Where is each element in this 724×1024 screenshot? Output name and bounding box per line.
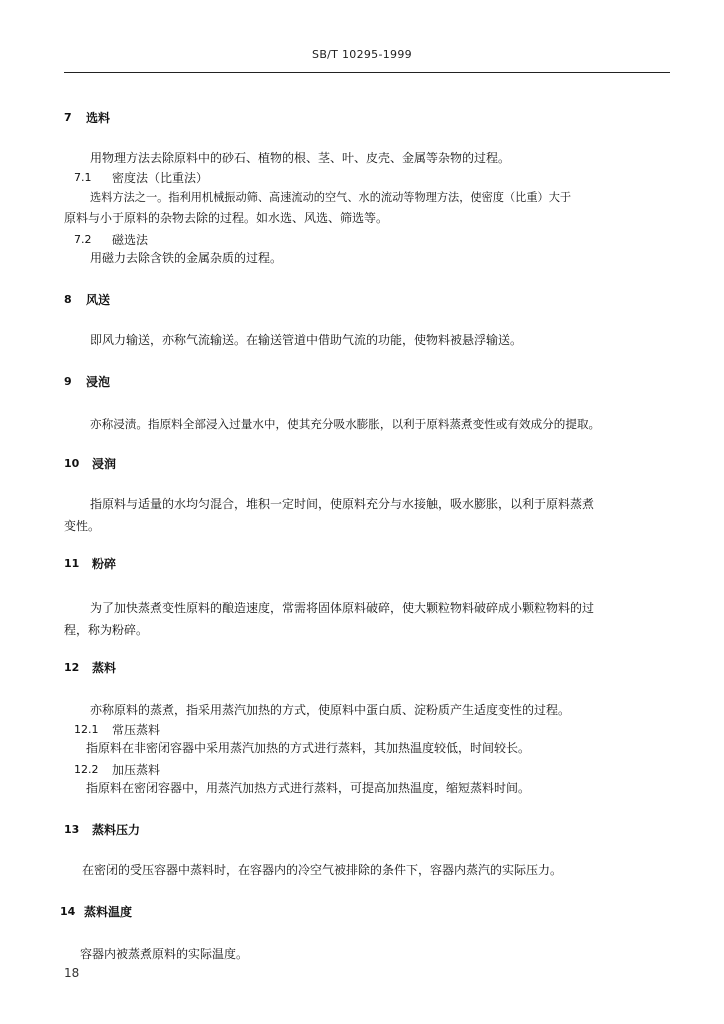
subsection-title: 加压蒸料 [112,763,161,777]
section-title: 蒸料温度 [84,905,133,919]
subsection-number: 7.2 [74,233,92,246]
paragraph: 原料与小于原料的杂物去除的过程。如水选、风选、筛选等。 [64,211,389,225]
paragraph: 亦称浸渍。指原料全部浸入过量水中，使其充分吸水膨胀，以利于原料蒸煮变性或有效成分的提取。 [90,417,601,431]
standard-code: SB/T 10295-1999 [312,48,412,61]
paragraph: 程，称为粉碎。 [64,623,149,637]
paragraph: 指原料与适量的水均匀混合，堆积一定时间，使原料充分与水接触，吸水膨胀，以利于原料蒸煮 [90,497,595,511]
section-number: 7 [64,111,72,124]
section-title: 选料 [86,111,111,125]
section-title: 蒸料 [92,661,117,675]
paragraph: 容器内被蒸煮原料的实际温度。 [80,947,249,961]
section-number: 10 [64,457,80,470]
section-title: 风送 [86,293,111,307]
header-rule [64,72,670,73]
section-title: 蒸料压力 [92,823,141,837]
section-number: 9 [64,375,72,388]
section-number: 8 [64,293,72,306]
page-number: 18 [64,966,80,980]
subsection-title: 密度法（比重法） [112,171,209,185]
paragraph: 选料方法之一。指利用机械振动筛、高速流动的空气、水的流动等物理方法，使密度（比重）大于 [90,191,572,204]
paragraph: 为了加快蒸煮变性原料的酿造速度，常需将固体原料破碎，使大颗粒物料破碎成小颗粒物料的过 [90,601,595,615]
section-number: 14 [60,905,76,918]
section-title: 浸润 [92,457,117,471]
paragraph: 变性。 [64,519,101,533]
subsection-title: 常压蒸料 [112,723,161,737]
subsection-number: 12.1 [74,723,99,736]
subsection-title: 磁选法 [112,233,149,247]
section-number: 12 [64,661,80,674]
paragraph: 即风力输送，亦称气流输送。在输送管道中借助气流的功能，使物料被悬浮输送。 [90,333,523,347]
paragraph: 在密闭的受压容器中蒸料时，在容器内的冷空气被排除的条件下，容器内蒸汽的实际压力。 [82,863,563,877]
section-number: 13 [64,823,80,836]
section-title: 粉碎 [92,557,117,571]
subsection-number: 12.2 [74,763,99,776]
paragraph: 指原料在密闭容器中，用蒸汽加热方式进行蒸料，可提高加热温度，缩短蒸料时间。 [86,781,531,795]
section-title: 浸泡 [86,375,111,389]
paragraph: 指原料在非密闭容器中采用蒸汽加热的方式进行蒸料，其加热温度较低，时间较长。 [86,741,531,755]
subsection-number: 7.1 [74,171,92,184]
section-number: 11 [64,557,80,570]
paragraph: 亦称原料的蒸煮，指采用蒸汽加热的方式，使原料中蛋白质、淀粉质产生适度变性的过程。 [90,703,571,717]
paragraph: 用物理方法去除原料中的砂石、植物的根、茎、叶、皮壳、金属等杂物的过程。 [90,151,511,165]
paragraph: 用磁力去除含铁的金属杂质的过程。 [90,251,283,265]
